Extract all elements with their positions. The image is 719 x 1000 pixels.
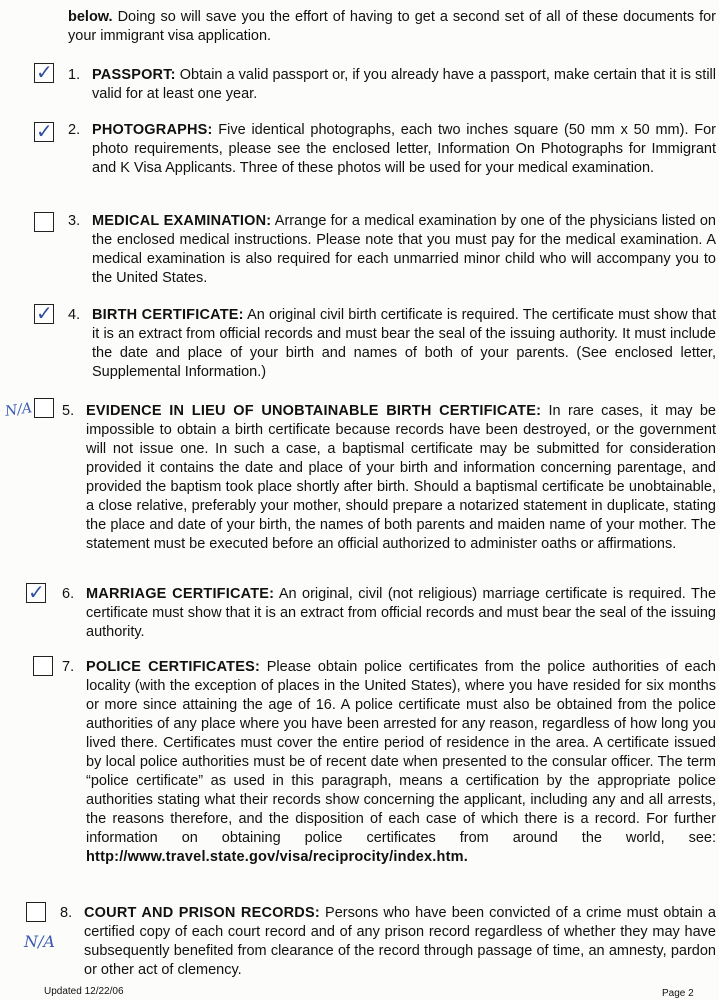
footer-updated: Updated 12/22/06 [44, 986, 124, 997]
item-number: 7. [62, 659, 75, 675]
checkbox-marriage-certificate[interactable] [26, 580, 46, 604]
item-title: COURT AND PRISON RECORDS: [84, 905, 320, 921]
item-title: BIRTH CERTIFICATE: [92, 307, 244, 323]
item-number: 2. [68, 122, 81, 138]
item-number: 6. [62, 586, 75, 602]
checkbox-court-and-prison-records[interactable] [26, 902, 46, 922]
item-body: Please obtain police certificates from the police authorities of each locality (with the exception of places in the United States), where you have resided for six months or more since attaining the age of 16. A police certificate must also be obtained from the police authorities of any place where you have been arrested for any reason, regardless of how long you lived there. Certificates must cover the entire period of residence in the area. A certificate issued by local police authorities must be of recent date when presented to the consular officer. The term “police certificate” as used in this paragraph, means a certification by the appropriate police authorities stating what their records show concerning the applicant, including any and all arrests, the reasons therefore, and the disposition of each case of which there is a record. For further information on obtaining police certificates from around the world, see: [86, 659, 716, 846]
item-text [92, 66, 716, 104]
item-title: MEDICAL EXAMINATION: [92, 213, 272, 229]
check-mark-icon: ✓ [36, 119, 53, 143]
item-body: An original, civil (not religious) marriage certificate is required. The certificate must show that it is an extract from official records and must bear the seal of the issuing authority. [86, 586, 717, 640]
item-text [86, 585, 716, 642]
item-body: Obtain a valid passport or, if you already have a passport, make certain that it is still valid for at least one year. [92, 67, 716, 102]
checkbox-police-certificates[interactable] [33, 656, 53, 676]
item-text [84, 904, 716, 980]
item-number: 5. [62, 403, 75, 419]
item-title: PHOTOGRAPHS: [92, 122, 213, 138]
link-suffix: . [463, 849, 468, 865]
item-number: 1. [68, 67, 81, 83]
checkbox-passport[interactable] [34, 60, 54, 84]
item-title: EVIDENCE IN LIEU OF UNOBTAINABLE BIRTH CERTIFICATE: [86, 403, 542, 419]
item-text [92, 306, 716, 382]
item-body: Five identical photographs, each two inches square (50 mm x 50 mm). For photo requirements, please see the enclosed letter, Information On Photographs for Immigrant and K Visa Applicants. Three of these photos will be used for your medical examination. [92, 122, 716, 176]
item-body: Persons who have been convicted of a crime must obtain a certified copy of each court record and of any prison record regardless of whether they may have subsequently benefited from clearance of the record through passage of time, an amnesty, pardon or other act of clemency. [84, 905, 717, 978]
intro-bold: below. [68, 9, 113, 25]
item-text [92, 212, 716, 288]
item-text [86, 402, 716, 554]
item-text [92, 121, 716, 178]
check-mark-icon: ✓ [36, 301, 53, 325]
item-title: POLICE CERTIFICATES: [86, 659, 261, 675]
item-body: An original civil birth certificate is required. The certificate must show that it is an extract from official records and must bear the seal of the issuing authority. It must include the date and place of your birth and names of both of your parents. (See enclosed letter, Supplemental Information.) [92, 307, 716, 380]
intro-text: Doing so will save you the effort of having to get a second set of all of these documents for your immigrant visa application. [68, 9, 716, 44]
item-body: In rare cases, it may be impossible to obtain a birth certificate because records have been destroyed, or the government will not issue one. In such a case, a baptismal certificate may be submitted for consideration provided it contains the date and place of your birth and information concerning parentage, and provided the baptism took place shortly after birth. Should a baptismal certificate be unobtainable, a close relative, preferably your mother, should prepare a notarized statement in duplicate, stating the place and date of your birth, the names of both parents and maiden name of your mother. The statement must be executed before an official authorized to administer oaths or affirmations. [86, 403, 716, 552]
item-number: 8. [60, 905, 73, 921]
item-number: 4. [68, 307, 81, 323]
intro-paragraph [68, 8, 716, 46]
item-title: MARRIAGE CERTIFICATE: [86, 586, 275, 602]
footer-page-number: Page 2 [662, 988, 694, 999]
handwritten-note: N/A [4, 400, 34, 420]
checkbox-evidence-in-lieu[interactable] [34, 398, 54, 418]
checkbox-medical-examination[interactable] [34, 212, 54, 232]
item-title: PASSPORT: [92, 67, 176, 83]
item-number: 3. [68, 213, 81, 229]
handwritten-note: N/A [24, 932, 55, 951]
item-body: Arrange for a medical examination by one of the physicians listed on the enclosed medical instructions. Please note that you must pay for the medical examination. A medical examination is also required for each unmarried minor child who will accompany you to the United States. [92, 213, 716, 286]
check-mark-icon: ✓ [28, 580, 45, 604]
check-mark-icon: ✓ [36, 60, 53, 84]
checkbox-photographs[interactable] [34, 119, 54, 143]
checkbox-birth-certificate[interactable] [34, 301, 54, 325]
police-certificates-link[interactable]: http://www.travel.state.gov/visa/reciprocity/index.htm [86, 849, 464, 865]
item-text [86, 658, 716, 867]
